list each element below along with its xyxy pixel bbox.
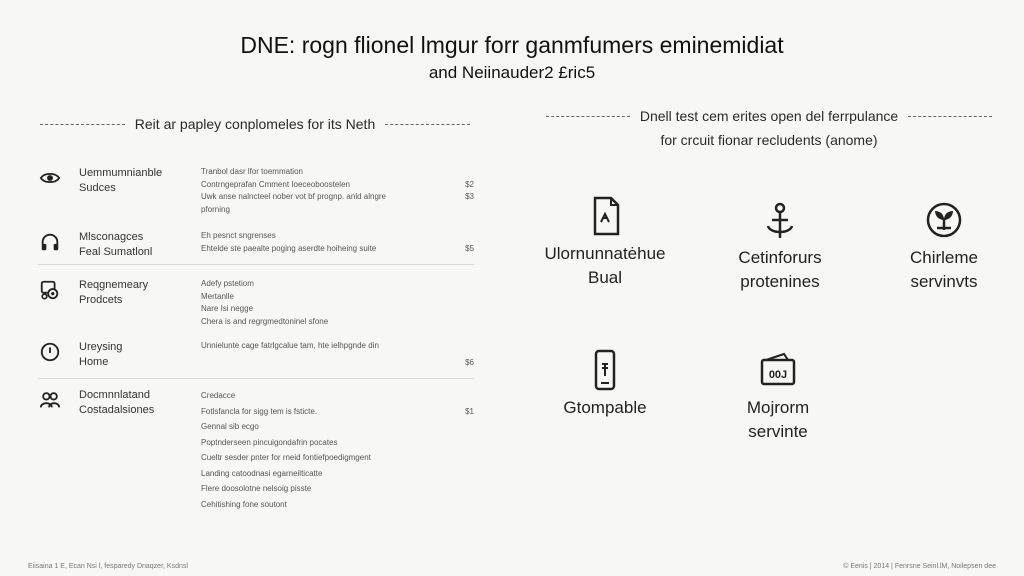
row-items: Unnielunte cage fatrlgcalue tam, hte ielhpgnde din: [201, 341, 379, 350]
row-values: $6: [465, 358, 474, 367]
tile-label: Cetinforurs protenines: [738, 248, 822, 291]
row-name: Reqgnemeary Prodcets: [79, 279, 149, 306]
eye-icon: [38, 166, 62, 190]
row-divider: [38, 264, 474, 265]
footer-left: Eiisaina 1 E, Ecan Nsi l, fesparedy Dnaqzer, Ksdnsl: [28, 563, 188, 570]
plant-badge-icon: [924, 198, 964, 242]
feature-tile: [869, 198, 1019, 294]
row-name: Ureysing Home: [79, 341, 123, 368]
row-name: Uemmumnianble Sudces: [79, 167, 163, 194]
footer-right: © Eenis | 2014 | Fenrsne Seinl.lM, Noilepsen dee: [843, 563, 996, 570]
row-items: Tranbol dasr lfor toemmation Contrngeprafan Cmment Ioeceoboostelen Uwk anse nalncteel nober vot bf prognp. anld alngre pforning: [201, 167, 387, 214]
tile-label: Ulornunnatėhue Bual: [544, 244, 666, 287]
row-divider: [38, 378, 474, 379]
feature-tile: [703, 348, 853, 444]
tile-label: Mojrorm servinte: [746, 398, 810, 441]
page-subtitle: and Neiinauder2 £ric5: [428, 63, 596, 82]
gear-icon: [38, 278, 62, 302]
feature-tile: [705, 198, 855, 294]
dash-divider: [546, 116, 630, 117]
feature-tile: [530, 348, 680, 420]
phone-icon: [585, 348, 625, 392]
row-values: $1: [465, 406, 474, 416]
right-section-heading: [546, 108, 992, 124]
right-section-title-line1: Dnell test cem erites open del ferrpulance: [639, 108, 899, 124]
page-title: DNE: rogn flionel lmgur forr ganmfumers eminemidiat: [240, 32, 784, 58]
dash-divider: [385, 124, 470, 125]
svg-text:00J: 00J: [768, 369, 788, 381]
headphones-icon: [38, 230, 62, 254]
row-values: $2 $3: [465, 179, 474, 201]
left-section-title: Reit ar papley conplomeles for its Neth: [134, 116, 376, 132]
feature-tile: [530, 194, 680, 290]
right-section-title-line2: for crcuit fionar recludents (anome): [660, 132, 878, 148]
dash-divider: [40, 124, 125, 125]
clock-icon: [38, 340, 62, 364]
wallet-icon: [758, 348, 798, 392]
tile-label: Gtompable: [563, 398, 647, 417]
people-icon: [38, 388, 62, 412]
dash-divider: [908, 116, 992, 117]
row-items: Credacce Fotlsfancla for sigg tem is fsticte. Gennal sib ecgo Poptnderseen pincuigondafrin pocates Cueltr sesder pnter for rneid fontiefpoedigmgent Landing catoodnasi egarneilticatte Flere doosolotne nelsoig pisste Cehitishing fone soutont: [201, 391, 371, 509]
row-items: Eh pesnct sngrenses Ehtelde ste paealte poging aserdte hoiheing suite: [201, 231, 377, 253]
row-items: Adefy pstetiom Mertanlle Nare Isi negge Chera is and regrgmedtoninel sfone: [201, 279, 329, 326]
tile-label: Chirleme servinvts: [909, 248, 979, 291]
anchor-icon: [760, 198, 800, 242]
row-name: Docmnnlatand Costadalsiones: [79, 389, 155, 416]
document-icon: [585, 194, 625, 238]
row-values: $5: [465, 243, 474, 253]
row-name: Mlsconagces Feal Sumatlonl: [79, 231, 153, 258]
left-section-heading: [40, 116, 470, 132]
